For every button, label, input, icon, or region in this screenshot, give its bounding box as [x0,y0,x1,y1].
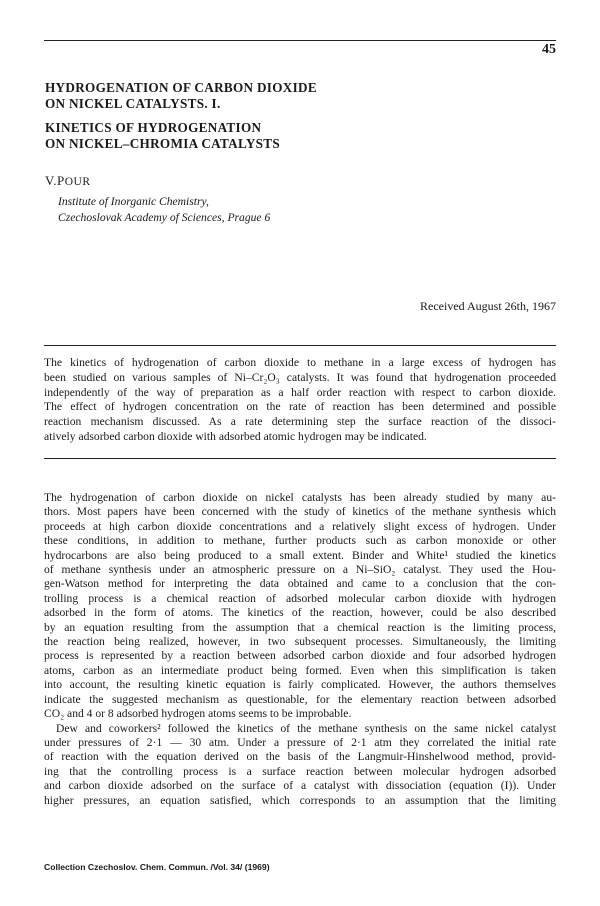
body-line: indicate the suggested mechanism as questionable, for the elementary reaction between adsorbed [44,692,556,706]
body-line: hydrocarbons are also being produced to a small extent. Binder and White¹ studied the kinetics [44,548,556,562]
subtitle-line: KINETICS OF HYDROGENATION [45,120,262,135]
body-line: these conditions, in addition to methane, further products such as carbon monoxide or other [44,534,556,548]
body-line: Dew and coworkers² followed the kinetics of the methane synthesis on the same nickel catalyst [56,721,556,735]
body-line: adsorbed in the form of atoms. The kinetics of the reaction, however, could be also described [44,606,556,620]
body-line: of reaction with the equation derived on the basis of the Langmuir-Hinshelwood method, provid- [44,750,556,764]
abstract-top-rule [44,345,556,346]
body-line: into account, the resulting kinetic equation is fairly complicated. However, the authors themselves [44,678,556,692]
abstract-line: been studied on various samples of Ni–Cr₂O₃ catalysts. It was found that hydrogenation proceeded [44,370,556,384]
body-line: gen-Watson method for interpreting the data obtained and came to a conclusion that the con- [44,577,556,591]
body-line: under pressures of 2·1 — 30 atm. Under a pressure of 2·1 atm they correlated the initial rate [44,735,556,749]
author-name [45,173,90,189]
abstract-line: independently of the way of preparation as a half order reaction with respect to carbon dioxide. [44,385,556,399]
body-line: of methane synthesis under an atmospheric pressure on a Ni–SiO₂ catalyst. They used the Hou- [44,563,556,577]
subtitle-line: ON NICKEL–CHROMIA CATALYSTS [45,136,281,151]
article-subtitle [45,120,280,152]
abstract-line: The kinetics of hydrogenation of carbon dioxide to methane in a large excess of hydrogen has [44,356,556,369]
author-initial: V.P [45,173,65,188]
body-line: CO₂ and 4 or 8 adsorbed hydrogen atoms seems to be improbable. [44,707,352,721]
abstract-line: atively adsorbed carbon dioxide with adsorbed atomic hydrogen may be indicated. [44,429,427,443]
body-line: higher pressures, an equation satisfied, which corresponds to an assumption that the limiting [44,793,556,807]
title-line: HYDROGENATION OF CARBON DIOXIDE [45,80,317,95]
abstract-line: reaction mechanism discussed. As a rate determining step the surface reaction of the dissoci- [44,415,556,429]
author-surname-rest: OUR [64,176,91,188]
article-title [45,80,317,112]
body-line: the reaction being realized, however, in two subsequent processes. Simultaneously, the limiting [44,635,556,649]
body-text [44,491,556,808]
body-line: process is represented by a reaction between adsorbed carbon dioxide and four adsorbed hydrogen [44,649,556,663]
header-rule [44,40,556,41]
body-line: proceeds at high carbon dioxide concentrations and a relatively slight excess of hydrogen. Under [44,519,556,533]
body-line: ing that the controlling process is a surface reaction between molecular hydrogen adsorbed [44,764,556,778]
body-line: atoms, carbon as an intermediate product being formed. Even when this simplification is taken [44,663,556,677]
author-affiliation [58,194,270,226]
affiliation-line: Czechoslovak Academy of Sciences, Prague 6 [58,211,271,224]
body-line: by an equation resulting from the assumption that a chemical reaction is the limiting process, [44,620,556,634]
affiliation-line: Institute of Inorganic Chemistry, [58,195,209,208]
body-line: The hydrogenation of carbon dioxide on nickel catalysts has been already studied by many au- [44,491,556,504]
journal-footer: Collection Czechoslov. Chem. Commun. /Vol. 34/ (1969) [44,862,270,872]
page-number: 45 [542,42,556,57]
abstract-line: The effect of hydrogen concentration on the rate of reaction has been determined and possible [44,400,556,414]
title-line: ON NICKEL CATALYSTS. I. [45,96,221,111]
body-line: trolling process is a chemical reaction of adsorbed molecular carbon dioxide with hydrogen [44,591,556,605]
abstract-bottom-rule [44,458,556,459]
body-line: thors. Most papers have been concerned with the study of kinetics of the methane synthesis which [44,505,556,519]
body-line: and carbon dioxide adsorbed on the surface of a catalyst with dissociation (equation (I)). Under [44,779,556,793]
abstract [44,356,556,445]
received-date: Received August 26th, 1967 [420,299,556,313]
